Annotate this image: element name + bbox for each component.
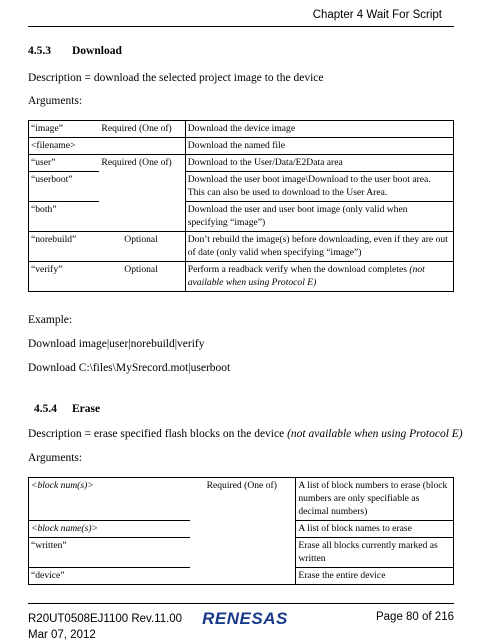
erase-arguments-label: Arguments: [28,452,83,464]
download-arguments-label: Arguments: [28,95,83,107]
desc-cell: Erase the entire device [296,568,454,585]
table-row [29,232,454,262]
table-row [29,202,454,232]
arg-cell: <filename> [29,138,100,155]
example-line-2: Download C:\files\MySrecord.mot|userboot [28,362,231,374]
desc-cell: Download to the User/Data/E2Data area [185,155,453,172]
logo-text: RENESAS [202,609,288,627]
table-row [29,262,454,292]
footer-date: Mar 07, 2012 [28,629,96,641]
section-heading-erase [34,403,100,415]
req-cell: Required (One of) [99,155,185,172]
desc-cell: Download the user and user boot image (only valid when specifying “image”) [185,202,453,232]
erase-description [28,428,463,440]
arg-cell: “device” [29,568,191,585]
arg-cell: “image” [29,121,100,138]
chapter-header: Chapter 4 Wait For Script [312,9,442,21]
arg-cell: “both” [29,202,100,232]
table-row [29,155,454,172]
table-row [29,138,454,155]
req-cell: Optional [99,232,185,262]
desc-cell: Download the device image [185,121,453,138]
example-line-1: Download image|user|norebuild|verify [28,338,205,350]
desc-cell: Download the user boot image\Download to the user boot area. This can also be used to download to the User Area. [185,172,453,202]
req-cell [99,172,185,202]
example-label: Example: [28,314,73,326]
desc-cell [185,262,453,292]
section-title: Download [72,45,122,57]
arg-cell: “norebuild” [29,232,100,262]
table-row [29,478,454,521]
table-row [29,521,454,538]
header-rule [28,26,454,27]
section-heading-download [28,45,122,57]
table-row [29,121,454,138]
arg-cell: “written” [29,538,191,568]
desc-text: Perform a readback verify when the download completes [187,264,407,275]
footer-page-number: Page 80 of 216 [375,611,454,623]
req-cell [190,521,296,538]
erase-arguments-table [28,477,454,585]
req-cell [190,538,296,568]
desc-cell: A list of block names to erase [296,521,454,538]
table-row [29,172,454,202]
table-row [29,538,454,568]
renesas-logo [200,609,290,627]
desc-cell: A list of block numbers to erase (block numbers are only specifiable as decimal numbers) [296,478,454,521]
footer-doc-info [28,611,182,643]
req-cell [190,568,296,585]
footer-rule [28,603,454,604]
req-cell: Optional [99,262,185,292]
arg-cell: <block num(s)> [29,478,191,521]
desc-note: (not available when using Protocol E) [187,264,425,288]
download-arguments-table [28,120,454,292]
desc-cell: Download the named file [185,138,453,155]
req-cell [99,138,185,155]
req-cell: Required (One of) [99,121,185,138]
section-number: 4.5.4 [34,403,57,415]
arg-cell: <block name(s)> [29,521,191,538]
arg-cell: “verify” [29,262,100,292]
arg-cell: “userboot” [29,172,100,202]
req-cell: Required (One of) [190,478,296,521]
table-row [29,568,454,585]
section-title: Erase [72,403,101,415]
erase-description-note: (not available when using Protocol E) [287,428,463,440]
req-cell [99,202,185,232]
desc-cell: Erase all blocks currently marked as written [296,538,454,568]
section-number: 4.5.3 [28,45,51,57]
desc-cell: Don’t rebuild the image(s) before downloading, even if they are out of date (only valid when specifying “image”) [185,232,453,262]
footer-doc-id: R20UT0508EJ1100 Rev.11.00 [28,613,183,625]
arg-cell: “user” [29,155,100,172]
download-description: Description = download the selected project image to the device [28,72,324,84]
erase-description-text: Description = erase specified flash blocks on the device [28,428,285,440]
